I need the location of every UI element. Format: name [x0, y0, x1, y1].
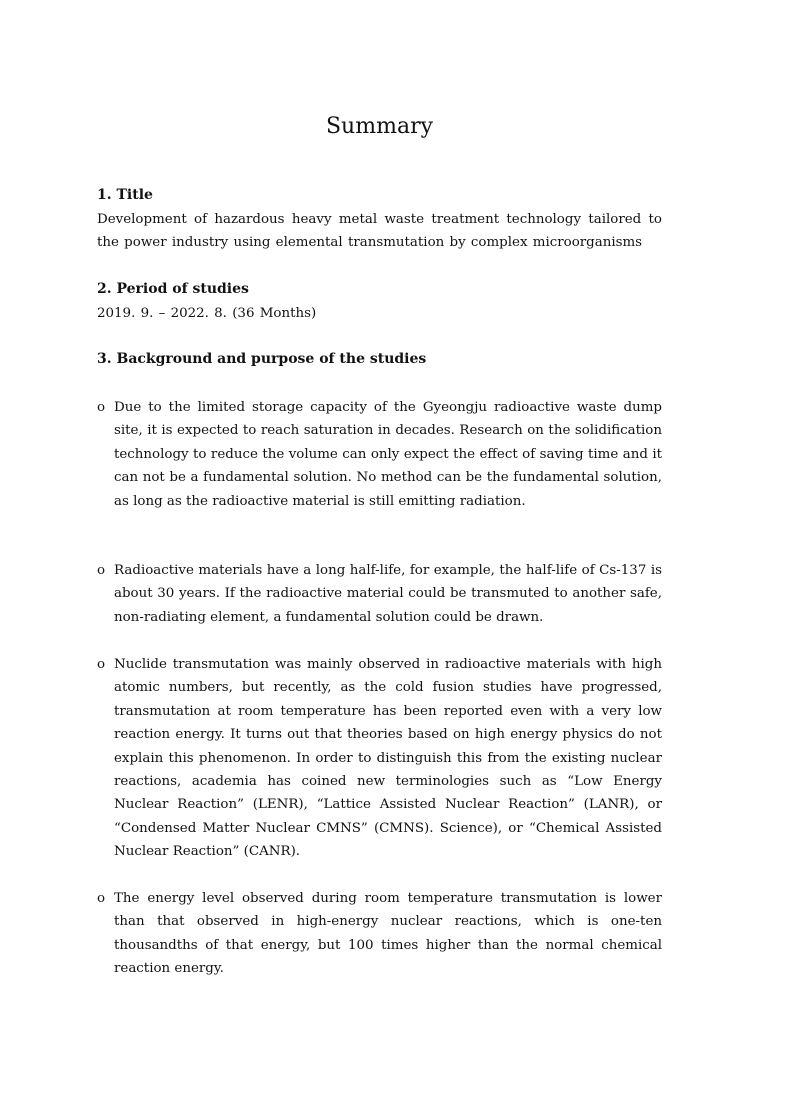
bullet-text: Nuclide transmutation was mainly observed in radioactive materials with high atomic numbers, but recently, as the cold fusion studies have progressed, transmutation at room temperature has been reported even with a very low reaction energy. It turns out that theories based on high energy physics do not explain this phenomenon. In order to distinguish this from the existing nuclear reactions, academia has coined new terminologies such as “Low Energy Nuclear Reaction” (LENR), “Lattice Assisted Nuclear Reaction” (LANR), or “Condensed Matter Nuclear CMNS” (CMNS). Science), or “Chemical Assisted Nuclear Reaction” (CANR).: [114, 657, 662, 860]
bullet-marker: o: [97, 563, 106, 578]
section-body-title: Development of hazardous heavy metal waste treatment technology tailored to the power industry using elemental transmutation by complex microorganisms: [97, 212, 662, 251]
bullet-marker: o: [97, 400, 106, 415]
section-heading-background: 3. Background and purpose of the studies: [97, 351, 427, 367]
bullet-paragraph-half-life: [97, 559, 662, 629]
bullet-marker: o: [97, 891, 106, 906]
bullet-marker: o: [97, 657, 106, 672]
section-heading-title: 1. Title: [97, 187, 153, 203]
section-body-period: 2019. 9. – 2022. 8. (36 Months): [97, 306, 317, 321]
section-heading-period: 2. Period of studies: [97, 281, 249, 297]
bullet-paragraph-energy-level: [97, 887, 662, 981]
bullet-paragraph-storage: [97, 396, 662, 513]
bullet-text: The energy level observed during room temperature transmutation is lower than that observed in high-energy nuclear reactions, which is one-ten thousandths of that energy, but 100 times higher than the normal chemical reaction energy.: [114, 891, 662, 977]
bullet-text: Due to the limited storage capacity of the Gyeongju radioactive waste dump site, it is expected to reach saturation in decades. Research on the solidification technology to reduce the volume can only expect the effect of saving time and it can not be a fundamental solution. No method can be the fundamental solution, as long as the radioactive material is still emitting radiation.: [114, 400, 662, 509]
bullet-paragraph-transmutation: [97, 653, 662, 864]
page-title: Summary: [325, 114, 434, 139]
bullet-text: Radioactive materials have a long half-life, for example, the half-life of Cs-137 is about 30 years. If the radioactive material could be transmuted to another safe, non-radiating element, a fundamental solution could be drawn.: [114, 563, 662, 625]
